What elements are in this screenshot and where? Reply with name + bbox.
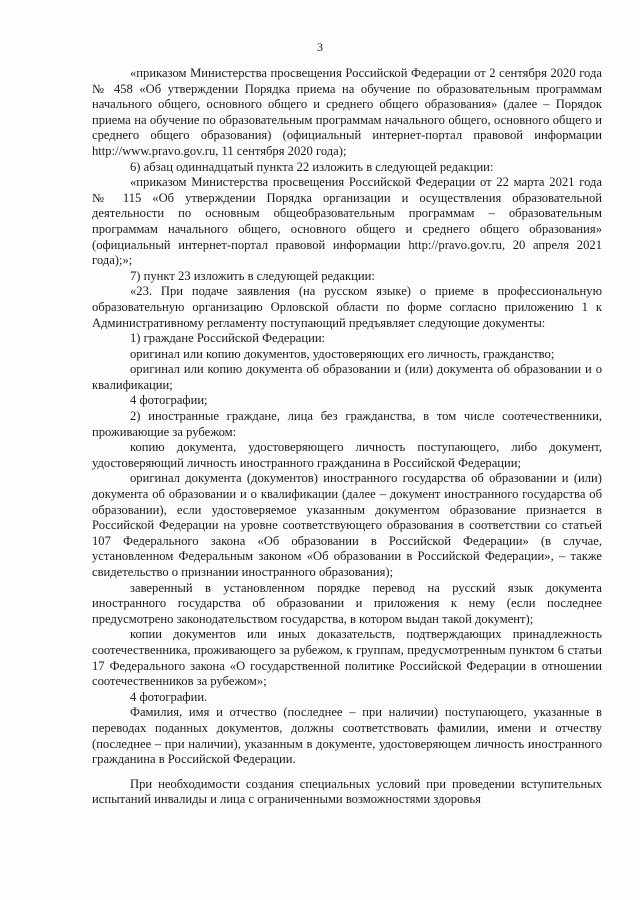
- paragraph-item-7: 7) пункт 23 изложить в следующей редакции:: [130, 268, 375, 283]
- page-number: 3: [317, 40, 323, 54]
- paragraph-education-doc: оригинал или копию документа об образовании и (или) документа об образовании и о квалификации;: [92, 362, 602, 392]
- paragraph-clause-23: «23. При подаче заявления (на русском языке) о приеме в профессиональную образовательную организацию Орловской области по форме согласно приложению 1 к Административному регламенту поступающий предъявляет следующие документы:: [92, 284, 602, 330]
- paragraph-certified-translation: заверенный в установленном порядке перевод на русский язык документа иностранного государства об образовании и приложения к нему (если последнее предусмотрено законодательством государства, в котором выдан такой документ);: [92, 580, 602, 626]
- paragraph-item-6: 6) абзац одиннадцатый пункта 22 изложить в следующей редакции:: [130, 159, 494, 174]
- paragraph-foreign-education-doc: оригинал документа (документов) иностранного государства об образовании и (или) документа об образовании и о квалификации (далее – документ иностранного государства об образовании), если удостоверяемое указанным документом образование признается в Российской Федерации на уровне соответствующего образования в соответствии со статьей 107 Федерального закона «Об образовании в Российской Федерации» (в случае, установленном Федеральным законом «Об образовании в Российской Федерации», – также свидетельство о признании иностранного образования);: [92, 471, 602, 579]
- paragraph-compatriot-evidence: копии документов или иных доказательств, подтверждающих принадлежность соотечественника, проживающего за рубежом, к группам, предусмотренным пунктом 6 статьи 17 Федерального закона «О государственной политике Российской Федерации в отношении соотечественников за рубежом»;: [92, 627, 602, 689]
- paragraph-foreign-citizens: 2) иностранные граждане, лица без гражданства, в том числе соотечественники, проживающие за рубежом:: [92, 409, 602, 439]
- paragraph-identity-docs: оригинал или копию документов, удостоверяющих его личность, гражданство;: [130, 346, 555, 361]
- paragraph-identity-copy: копию документа, удостоверяющего личность поступающего, либо документ, удостоверяющий личность иностранного гражданина в Российской Федерации;: [92, 440, 602, 470]
- document-body: [92, 66, 602, 808]
- paragraph-special-conditions: При необходимости создания специальных условий при проведении вступительных испытаний инвалиды и лица с ограниченными возможностями здоровья: [92, 776, 602, 807]
- paragraph-citizens: 1) граждане Российской Федерации:: [130, 331, 326, 346]
- paragraph-photos: 4 фотографии;: [130, 393, 208, 408]
- paragraph-order-115: «приказом Министерства просвещения Российской Федерации от 22 марта 2021 года № 115 «Об утверждении Порядка организации и осуществления образовательной деятельности по основным общеобразовательным программам – образовательным программам начального общего, основного общего и среднего общего образования» (официальный интернет-портал правовой информации http://pravo.gov.ru, 20 апреля 2021 года);»;: [92, 175, 602, 268]
- paragraph-photos-foreign: 4 фотографии.: [130, 689, 208, 704]
- paragraph-name-match: Фамилия, имя и отчество (последнее – при наличии) поступающего, указанные в переводах поданных документов, должны соответствовать фамилии, имени и отчеству (последнее – при наличии), указанным в документе, удостоверяющем личность иностранного гражданина в Российской Федерации.: [92, 705, 602, 767]
- paragraph-order-458: «приказом Министерства просвещения Российской Федерации от 2 сентября 2020 года № 458 «Об утверждении Порядка приема на обучение по образовательным программам начального общего, основного общего и среднего общего образования» (далее – Порядок приема на обучение по образовательным программам начального общего, основного общего и среднего общего образования) (официальный интернет-портал правовой информации http://www.pravo.gov.ru, 11 сентября 2020 года);: [92, 66, 602, 158]
